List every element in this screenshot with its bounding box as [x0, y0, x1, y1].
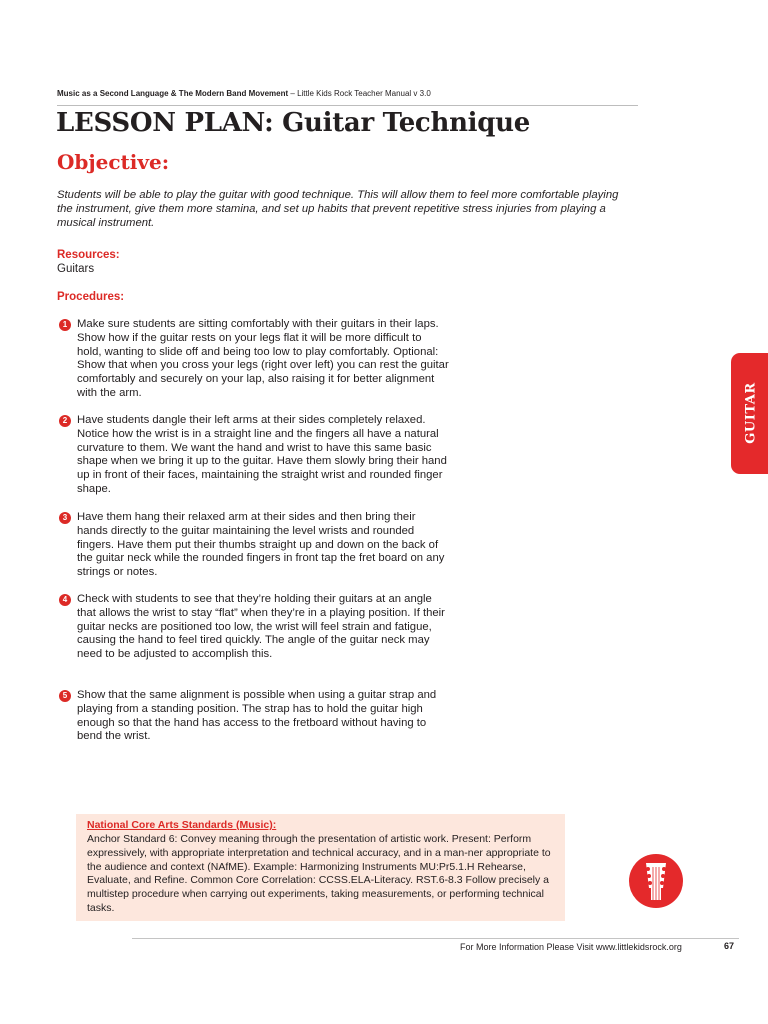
step-number-badge: 4: [59, 594, 71, 606]
standards-title: National Core Arts Standards (Music):: [87, 819, 277, 831]
procedure-step-2: [59, 414, 449, 497]
footer-text: For More Information Please Visit www.littlekidsrock.org: [460, 942, 682, 952]
guitar-section-tab[interactable]: [731, 353, 768, 474]
objective-text: Students will be able to play the guitar with good technique. This will allow them to feel more comfortable playing the instrument, give them more stamina, and set up habits that prevent repetitive stress injuries from playing a musical instrument.: [57, 189, 619, 229]
procedure-step-3: [59, 511, 449, 580]
header-separator: –: [288, 89, 298, 98]
resources-value: Guitars: [57, 263, 95, 275]
procedures-label: Procedures:: [57, 291, 125, 303]
header-divider: [57, 105, 638, 106]
step-number-badge: 5: [59, 690, 71, 702]
guitar-tab-label: GUITAR: [743, 382, 759, 444]
header-series: Music as a Second Language & The Modern Band Movement: [57, 89, 289, 98]
guitar-headstock-icon: [629, 854, 683, 908]
step-number-badge: 2: [59, 415, 71, 427]
step-number-badge: 3: [59, 512, 71, 524]
step-text: Have students dangle their left arms at their sides completely relaxed. Notice how the wrist is in a straight line and the fingers all have a natural curvature to them. We want the hand and wrist to have this same basic shape when we bring it up to the guitar. Have them slowly bring their hand up in front of their faces, maintaining the straight wrist and rounded finger shape.: [77, 414, 447, 495]
step-text: Make sure students are sitting comfortably with their guitars in their laps. Show how if the guitar rests on your legs flat it will be more difficult to hold, wanting to slide off and being too low to play comfortably. Optional: Show that when you cross your legs (right over left) you can rest the guitar comfortably and securely on your lap, also raising it for better alignment with the arm.: [77, 318, 449, 399]
page-title: LESSON PLAN: Guitar Technique: [56, 108, 530, 138]
objective-heading: Objective:: [57, 150, 170, 174]
procedure-step-5: [59, 689, 449, 744]
page-number: 67: [724, 941, 735, 951]
procedure-step-1: [59, 318, 449, 401]
standards-text: Anchor Standard 6: Convey meaning through the presentation of artistic work. Present: Perform expressively, with appropriate interpretation and technical accuracy, and in a man-ner appropriate to the audience and context (NAfME). Example: Harmonizing Instruments MU:Pr5.1.H Rehearse, Evaluate, and Refine. Common Core Correlation: CCSS.ELA-Literacy. RST.6-8.3 Follow precisely a multistep procedure when carrying out experiments, taking measurements, or performing technical tasks.: [87, 833, 551, 914]
step-text: Have them hang their relaxed arm at their sides and then bring their hands directly to the guitar maintaining the level wrists and rounded fingers. Have them put their thumbs straight up and down on the back of the guitar neck while the rounded fingers in front tap the fret board on any strings or notes.: [77, 511, 445, 579]
running-header: [57, 89, 637, 98]
footer-divider: [132, 938, 739, 939]
procedure-step-4: [59, 593, 449, 662]
header-manual: Little Kids Rock Teacher Manual v 3.0: [297, 89, 431, 98]
resources-label: Resources:: [57, 249, 120, 261]
step-number-badge: 1: [59, 319, 71, 331]
step-text: Check with students to see that they’re holding their guitars at an angle that allows the wrist to stay “flat” when they’re in a playing position. If their guitar necks are positioned too low, the wrist will feel strain and fatigue, causing the hand to feel tired quickly. The angle of the guitar neck may need to be adjusted to accomplish this.: [77, 593, 445, 661]
guitar-headstock-graphic: [629, 854, 683, 908]
step-text: Show that the same alignment is possible when using a guitar strap and playing from a standing position. The strap has to hold the guitar high enough so that the hand has access to the fretboard without having to bend the wrist.: [77, 689, 437, 743]
